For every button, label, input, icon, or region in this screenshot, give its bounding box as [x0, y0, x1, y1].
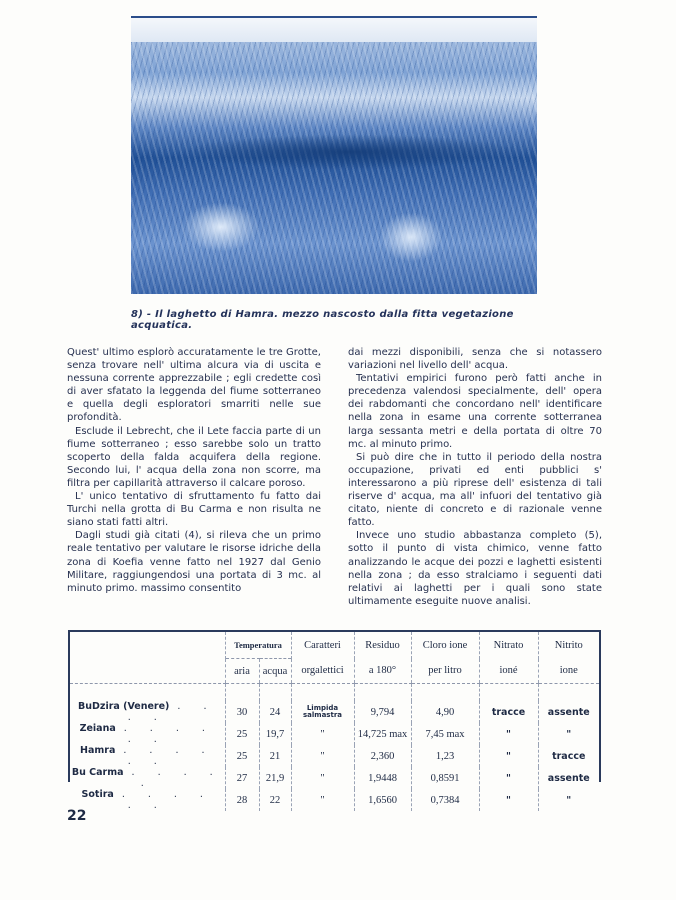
header-aria: aria	[225, 659, 259, 684]
lake-name: Zeiana	[79, 723, 116, 734]
page-number: 22	[67, 808, 87, 824]
cell-nitrato: "	[479, 745, 538, 767]
header-blank	[70, 632, 225, 684]
cell-cloro: 4,90	[411, 701, 479, 723]
header-acqua: acqua	[259, 659, 291, 684]
cell-aria: 30	[225, 701, 259, 723]
header-caratteri-sub: orgalettici	[291, 659, 354, 684]
cell-caratteri: "	[291, 789, 354, 811]
cell-nitrito: tracce	[538, 745, 599, 767]
lake-name: Sotira	[81, 789, 114, 800]
cell-residuo: 2,360	[354, 745, 411, 767]
table-row: BuDzira (Venere) . . . . 30 24 Limpida salmastra 9,794 4,90 tracce assente	[70, 701, 599, 723]
cell-acqua: 24	[259, 701, 291, 723]
paragraph: Dagli studi già citati (4), si rileva che un primo reale tentativo per valutare le risorse idriche della zona di Koefia venne fatto nel 1927 dal Genio Militare, raggiungendosi una portata di 3 mc. al minuto primo. massimo consentito	[67, 530, 321, 594]
cell-nitrito: "	[538, 723, 599, 745]
cell-residuo: 9,794	[354, 701, 411, 723]
cell-aria: 27	[225, 767, 259, 789]
header-cloro: Cloro ione	[411, 632, 479, 659]
cell-caratteri: Limpida salmastra	[291, 701, 354, 723]
paragraph: L' unico tentativo di sfruttamento fu fatto dai Turchi nella grotta di Bu Carma e non risulta ne siano stati fatti altri.	[67, 491, 321, 529]
cell-cloro: 1,23	[411, 745, 479, 767]
header-cloro-sub: per litro	[411, 659, 479, 684]
cell-nitrito: assente	[538, 767, 599, 789]
header-nitrato: Nitrato	[479, 632, 538, 659]
cell-caratteri: "	[291, 723, 354, 745]
table-row: Bu Carma . . . . . 27 21,9 " 1,9448 0,8591 " assente	[70, 767, 599, 789]
cell-nitrato: "	[479, 723, 538, 745]
figure-caption: 8) - Il laghetto di Hamra. mezzo nascosto dalla fitta vegetazione acquatica.	[131, 309, 514, 331]
header-residuo: Residuo	[354, 632, 411, 659]
lake-photograph	[131, 42, 537, 294]
cell-residuo: 1,6560	[354, 789, 411, 811]
cell-caratteri: "	[291, 745, 354, 767]
table-row: Sotira . . . . . . 28 22 " 1,6560 0,7384 " "	[70, 789, 599, 811]
lake-name: Bu Carma	[71, 767, 124, 778]
paragraph: dai mezzi disponibili, senza che si notassero variazioni nel livello dell' acqua.	[348, 347, 602, 372]
cell-nitrato: "	[479, 789, 538, 811]
paragraph: Quest' ultimo esplorò accuratamente le tre Grotte, senza trovare nell' ultima alcura via di uscita e nessuna corrente apprezzabile ; egli credette così di aver sfatato la leggenda del fiume sotterraneo e quella degli esploratori smarriti nelle sue profondità.	[67, 347, 321, 424]
cell-caratteri: "	[291, 767, 354, 789]
cell-nitrito: assente	[538, 701, 599, 723]
cell-aria: 25	[225, 723, 259, 745]
water-analysis-table	[68, 630, 601, 811]
cell-nitrito: "	[538, 789, 599, 811]
paragraph: Si può dire che in tutto il periodo della nostra occupazione, privati ed enti pubblici s' interessarono a più riprese dell' esistenza di tali riserve d' acqua, ma all' infuori del tentativo già citato, niente di concreto e di razionale venne fatto.	[348, 451, 602, 529]
cell-aria: 25	[225, 745, 259, 767]
cell-residuo: 14,725 max	[354, 723, 411, 745]
text-column-right	[348, 346, 602, 608]
header-residuo-sub: a 180°	[354, 659, 411, 684]
cell-nitrato: tracce	[479, 701, 538, 723]
cell-cloro: 7,45 max	[411, 723, 479, 745]
header-caratteri: Caratteri	[291, 632, 354, 659]
text-column-left	[67, 346, 321, 595]
table-row: Hamra . . . . . . 25 21 " 2,360 1,23 " tracce	[70, 745, 599, 767]
cell-nitrato: "	[479, 767, 538, 789]
cell-acqua: 21,9	[259, 767, 291, 789]
cell-acqua: 21	[259, 745, 291, 767]
lake-name: Hamra	[80, 745, 116, 756]
cell-aria: 28	[225, 789, 259, 811]
cell-cloro: 0,8591	[411, 767, 479, 789]
paragraph: Invece uno studio abbastanza completo (5), sotto il punto di vista chimico, venne fatto analizzando le acque dei pozzi e laghetti esistenti nella zona ; da esso stralciamo i seguenti dati relativi ai laghetti per i quali sono state ultimamente eseguite nuove analisi.	[348, 530, 602, 607]
photo-sky	[131, 18, 537, 42]
cell-acqua: 19,7	[259, 723, 291, 745]
paragraph: Esclude il Lebrecht, che il Lete faccia parte di un fiume sotterraneo ; esso sarebbe solo un tratto scoperto della falda acquifera della regione. Secondo lui, l' acqua della zona non scorre, ma filtra per capillarità attraverso il calcare poroso.	[67, 425, 321, 489]
cell-cloro: 0,7384	[411, 789, 479, 811]
cell-residuo: 1,9448	[354, 767, 411, 789]
header-temperatura: Temperatura	[225, 632, 291, 659]
header-nitrito-sub: ione	[538, 659, 599, 684]
lake-name: BuDzira (Venere)	[78, 701, 170, 712]
header-nitrito: Nitrito	[538, 632, 599, 659]
table-row: Zeiana . . . . . . 25 19,7 " 14,725 max 7,45 max " "	[70, 723, 599, 745]
paragraph: Tentativi empirici furono però fatti anche in precedenza valendosi specialmente, dell' opera dei rabdomanti che concordano nell' identificare nella zona in esame una corrente sotterranea larga sessanta metri e della portata di oltre 70 mc. al minuto primo.	[348, 373, 602, 450]
header-nitrato-sub: ioné	[479, 659, 538, 684]
cell-acqua: 22	[259, 789, 291, 811]
